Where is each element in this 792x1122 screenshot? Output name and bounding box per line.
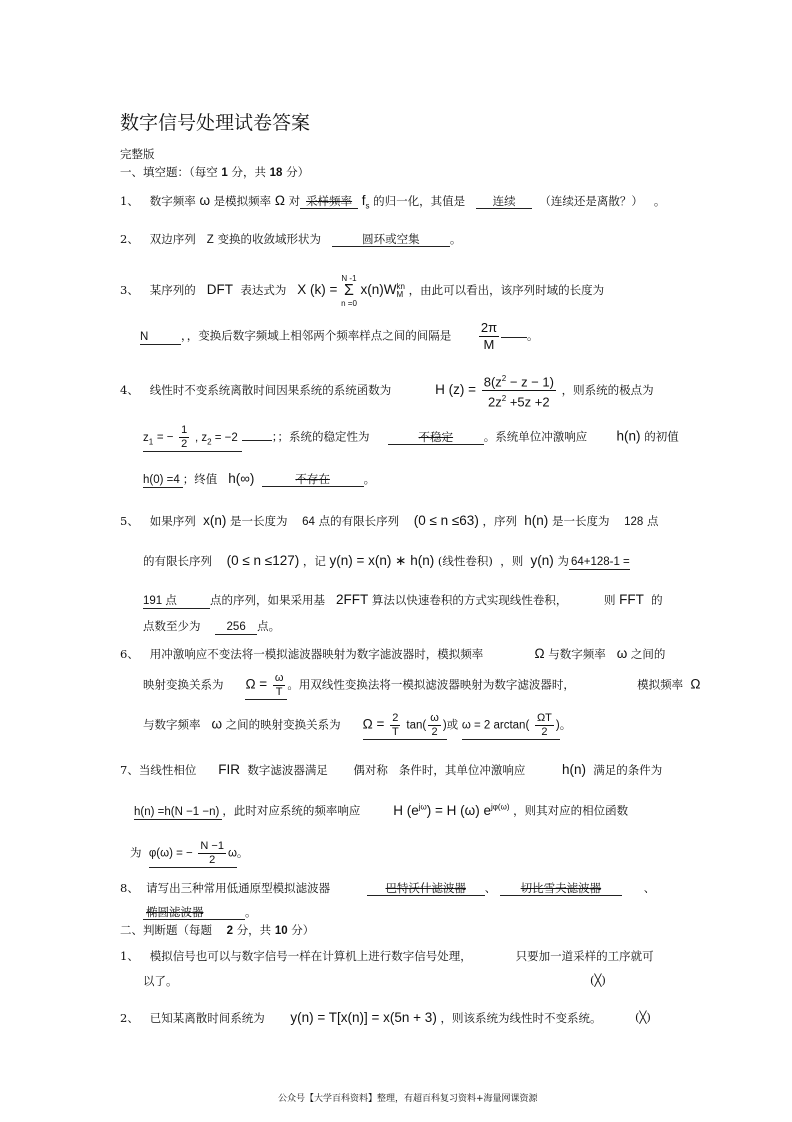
question-2: 2、 双边序列 Z 变换的收敛域形状为 圆环或空集 。 (120, 232, 462, 246)
answer-sequence-length: N (140, 330, 181, 345)
answer-bilinear-tan: Ω = $\frac{2}{T}$ tan( $\frac{\omega}{2}$ ) (362, 712, 447, 738)
page-title: 数字信号处理试卷答案 (120, 112, 311, 134)
judgement-1-line-2: 以了。 (143, 974, 178, 988)
section-2-heading: 二、判断题（每题 2 分，共 10 分） (120, 923, 315, 937)
question-6-line-3: 与数字频率 ω 之间的映射变换关系为 Ω = $\frac{2}{T}$ tan( $\frac{\omega}{2}$ )或 ω = 2 arctan( $\frac{\Omega T}{2}$ )。 (143, 712, 572, 738)
answer-symmetry-condition: h(n) =h(N −1 −n) (134, 805, 222, 820)
answer-fft-points: 256 (215, 620, 257, 635)
question-5-line-3: 191 点 点的序列，如果采用基 2FFT 算法以快速卷积的方式实现线性卷积， 则 FFT 的 (143, 592, 663, 607)
summation: N -1 Σ n =0 (341, 274, 357, 308)
question-8-line-2: 椭圆滤波器 。 (143, 904, 257, 920)
answer-roc-shape: 圆环或空集 (332, 232, 450, 247)
fraction-spacing: $\frac{2\pi}{M}$ (480, 320, 498, 352)
footer-note: 公众号【大学百科资料】整理，有超百科复习资料+海量网课资源 (278, 1094, 538, 1104)
question-5-line-2: 的有限长序列 (0 ≤ n ≤127) ，记 y(n) = x(n) ∗ h(n) (线性卷积) ，则 y(n) 为 64+128-1 = (143, 553, 630, 568)
question-8: 8、 请写出三种常用低通原型模拟滤波器 巴特沃什滤波器 、 切比雪夫滤波器 、 (120, 881, 656, 895)
answer-initial-value: h(0) =4 (143, 473, 183, 488)
version-label: 完整版 (120, 147, 155, 161)
question-1: 1、 数字频率 ω 是模拟频率 Ω 对 采样频率 $f_s$ 的归一化，其值是 连续 （连续还是离散？） 。 (120, 193, 666, 211)
answer-chebyshev: 切比雪夫滤波器 (500, 881, 622, 896)
judgement-2-mark: (╳) (635, 1010, 651, 1024)
system-function-fraction: $\frac{8(z^2 - z - 1)}{2z^2 +5z +2}$ (482, 371, 556, 411)
answer-phase-function: φ(ω) = − $\frac{N -1}{2}$ ω (148, 840, 237, 866)
question-7: 7、当线性相位 FIR 数字滤波器满足 偶对称 条件时，其单位冲激响应 h(n) 满足的条件为 (120, 762, 663, 777)
question-7-line-3: 为 φ(ω) = − $\frac{N -1}{2}$ ω。 (130, 840, 249, 866)
judgement-1: 1、 模拟信号也可以与数字信号一样在计算机上进行数字信号处理， 只要加一道采样的工序就可 (120, 949, 654, 963)
answer-impulse-invariance: Ω = $\frac{\omega}{T}$ (245, 672, 287, 700)
question-5-line-4: 点数至少为 256 点。 (143, 619, 281, 633)
answer-length-expression: 64+128-1 = (570, 556, 630, 568)
answer-bilinear-arctan: ω = 2 arctan( $\frac{\Omega T}{2}$ ) (461, 712, 560, 738)
answer-elliptic: 椭圆滤波器 (143, 905, 245, 920)
answer-continuous: 连续 (476, 194, 532, 209)
judgement-2: 2、 已知某离散时间系统为 y(n) = T[x(n)] = x(5n + 3) ，则该系统为线性时不变系统。 (120, 1010, 602, 1025)
question-6-line-2: 映射变换关系为 Ω = $\frac{\omega}{T}$ 。用双线性变换法将一模拟滤波器映射为数字滤波器时， 模拟频率 Ω (143, 672, 701, 698)
question-5: 5、 如果序列 x(n) 是一长度为 64 点的有限长序列 (0 ≤ n ≤63) ，序列 h(n) 是一长度为 128 点 (120, 513, 659, 528)
answer-length-points: 191 点 (143, 594, 210, 609)
question-4-poles: $z_1$ = − $\frac{1}{2}$ , $z_2 = -2$ ；；系统的稳定性为 不稳定 。系统单位冲激响应 h(n) 的初值 (143, 424, 679, 450)
question-3: 3、 某序列的 DFT 表达式为 X (k) = N -1 Σ n =0 x(n)W kn M ，由此可以看出，该序列时域的长度为 (120, 274, 605, 308)
question-4: 4、 线性时不变系统离散时间因果系统的系统函数为 H (z) = $\frac{8(z^2 - z - 1)}{2z^2 +5z +2}$ ，则系统的极点为 (120, 371, 654, 411)
judgement-1-mark: (╳) (590, 973, 606, 987)
question-3-continued: N ，，变换后数字频域上相邻两个频率样点之间的间隔是 $\frac{2\pi}{M}$ 。 (140, 320, 539, 352)
question-4-values: h(0) =4 ；终值 h(∞) 不存在 。 (143, 471, 376, 486)
answer-sampling-frequency: 采样频率 (300, 194, 358, 209)
question-7-line-2: h(n) =h(N −1 −n) ，此时对应系统的频率响应 H $(e^{j\omega}) = H$ (ω) $e^{j\varphi(\omega)}$ ，则其对应的相位函数 (134, 802, 629, 818)
answer-stability: 不稳定 (388, 430, 484, 445)
answer-poles: $z_1$ = − $\frac{1}{2}$ , $z_2 = -2$ (143, 424, 242, 452)
answer-final-value: 不存在 (262, 472, 364, 487)
answer-butterworth: 巴特沃什滤波器 (367, 881, 485, 896)
question-6: 6、 用冲激响应不变法将一模拟滤波器映射为数字滤波器时，模拟频率 Ω 与数字频率 ω 之间的 (120, 646, 666, 661)
section-1-heading: 一、填空题：（每空 1 分，共 18 分） (120, 165, 310, 179)
